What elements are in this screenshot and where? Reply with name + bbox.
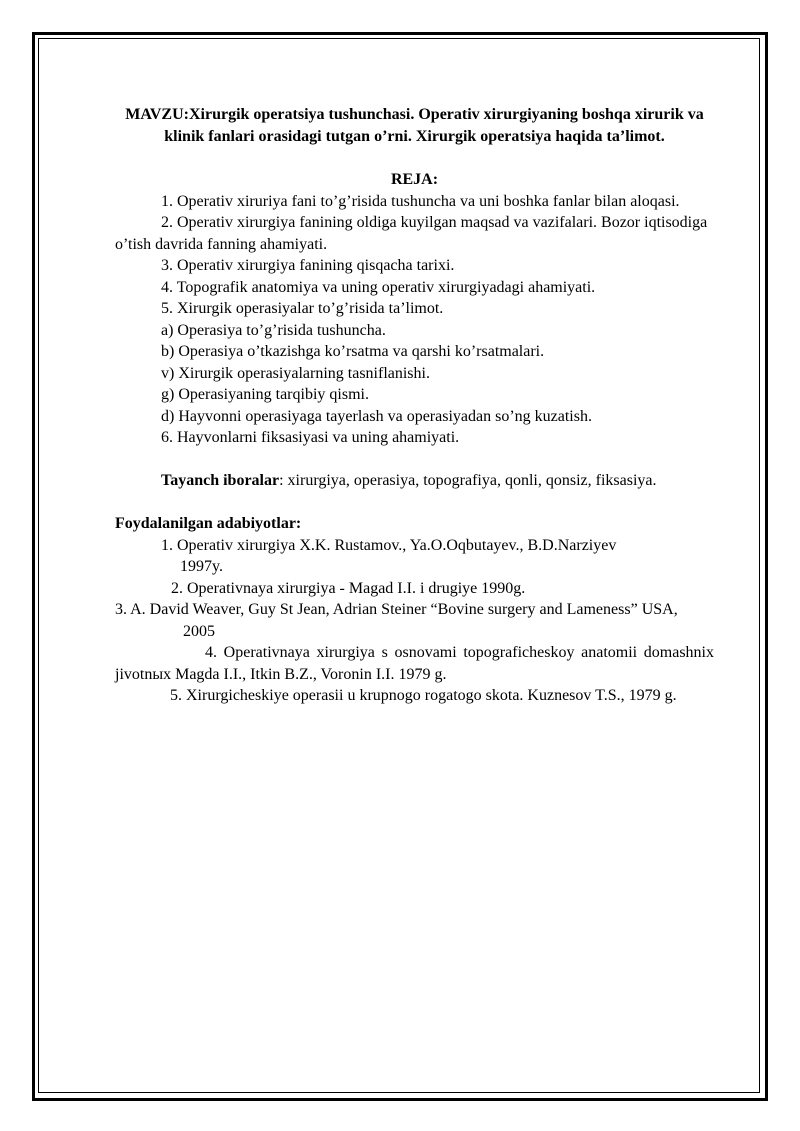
document-body [115,104,714,707]
plan-item: a) Operasiya to’g’risida tushuncha. [161,321,386,339]
reference-item: 4. Operativnaya xirurgiya s osnovami topograficheskoy anatomii domashnix jivotnых Magda I.I., Itkin B.Z., Voronin I.I. 1979 g. [115,644,714,683]
plan-item: 3. Operativ xirurgiya fanining qisqacha tarixi. [161,257,455,274]
plan-item: 2. Operativ xirurgiya fanining oldiga kuyilgan maqsad va vazifalari. Bozor iqtisodiga o’tish davrida fanning ahamiyati. [115,214,708,253]
reference-item: 2. Operativnaya xirurgiya - Magad I.I. i drugiye 1990g. [171,579,526,597]
plan-item: v) Xirurgik operasiyalarning tasniflanishi. [161,364,430,382]
document-title: MAVZU:Xirurgik operatsiya tushunchasi. Operativ xirurgiyaning boshqa xirurik va klinik fanlari orasidagi tutgan o’rni. Xirurgik operatsiya haqida ta’limot. [125,106,704,145]
plan-item: g) Operasiyaning tarqibiy qismi. [161,386,369,403]
plan-heading: REJA: [390,171,439,188]
keywords-text: : xirurgiya, operasiya, topografiya, qonli, qonsiz, fiksasiya. [279,472,657,489]
plan-list [115,191,714,449]
keywords-label: Tayanch iboralar [161,472,280,489]
reference-item: 5. Xirurgicheskiye operasii u krupnogo rogatogo skota. Kuznesov T.S., 1979 g. [170,687,677,704]
references-list [115,535,714,707]
plan-item: b) Operasiya o’tkazishga ko’rsatma va qarshi ko’rsatmalari. [161,343,545,360]
reference-item-continuation: 1997y. [180,558,223,575]
keywords-paragraph [115,470,714,492]
plan-item: 5. Xirurgik operasiyalar to’g’risida ta’limot. [161,300,444,317]
reference-item: 1. Operativ xirurgiya X.K. Rustamov., Ya.O.Oqbutayev., B.D.Narziyev [161,536,617,554]
plan-item: 4. Topografik anatomiya va uning operativ xirurgiyadagi ahamiyati. [161,278,596,296]
references-heading: Foydalanilgan adabiyotlar: [115,515,302,532]
plan-item: 6. Hayvonlarni fiksasiyasi va uning ahamiyati. [161,429,460,446]
reference-item: 3. A. David Weaver, Guy St Jean, Adrian Steiner “Bovine surgery and Lameness” USA, [115,601,678,618]
reference-item-continuation: 2005 [183,622,215,640]
plan-item: d) Hayvonni operasiyaga tayerlash va operasiyadan so’ng kuzatish. [161,407,592,425]
plan-item: 1. Operativ xiruriya fani to’g’risida tushuncha va uni boshka fanlar bilan aloqasi. [161,192,680,210]
